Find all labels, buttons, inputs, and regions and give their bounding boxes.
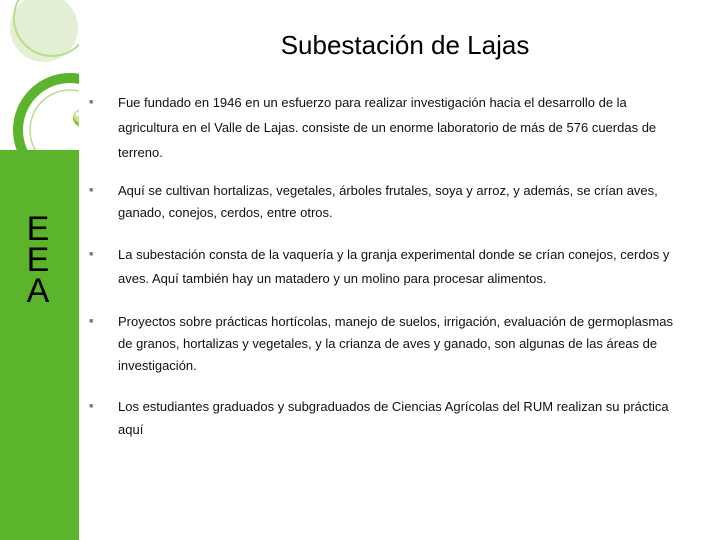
bullet-text: Proyectos sobre prácticas hortícolas, manejo de suelos, irrigación, evaluación de germoplasmas de granos, hortalizas y vegetales, y la crianza de aves y ganado, son algunas de las áreas de investigación.: [118, 314, 673, 373]
side-label: [20, 210, 56, 310]
bullet-text: Aquí se cultivan hortalizas, vegetales, árboles frutales, soya y arroz, y además, se crían aves, ganado, conejos, cerdos, entre otros.: [118, 183, 658, 220]
square-bullet-icon: ■: [89, 403, 94, 410]
square-bullet-icon: ■: [89, 99, 94, 106]
bullet-text: Fue fundado en 1946 en un esfuerzo para realizar investigación hacia el desarrollo de la agricultura en el Valle de Lajas. consiste de un enorme laboratorio de más de 576 cuerdas de terreno.: [118, 95, 657, 160]
side-letter: E: [26, 210, 50, 248]
bullet-text: La subestación consta de la vaquería y la granja experimental donde se crían conejos, cerdos y aves. Aquí también hay un matadero y un molino para procesar alimentos.: [118, 247, 670, 286]
bullet-list: [89, 88, 689, 441]
left-decoration-bar: [0, 0, 79, 540]
list-item: [89, 90, 689, 165]
slide-title: Subestación de Lajas: [280, 30, 530, 60]
square-bullet-icon: ■: [89, 251, 94, 258]
square-bullet-icon: ■: [89, 187, 94, 194]
side-letter: E: [26, 241, 50, 279]
square-bullet-icon: ■: [89, 318, 94, 325]
list-item: [89, 180, 689, 224]
list-item: [89, 311, 689, 377]
bullet-text: Los estudiantes graduados y subgraduados de Ciencias Agrícolas del RUM realizan su práctica aquí: [118, 399, 669, 437]
side-letter: A: [26, 272, 50, 310]
list-item: [89, 395, 689, 441]
green-side-strip: [0, 150, 79, 540]
list-item: [89, 243, 689, 291]
